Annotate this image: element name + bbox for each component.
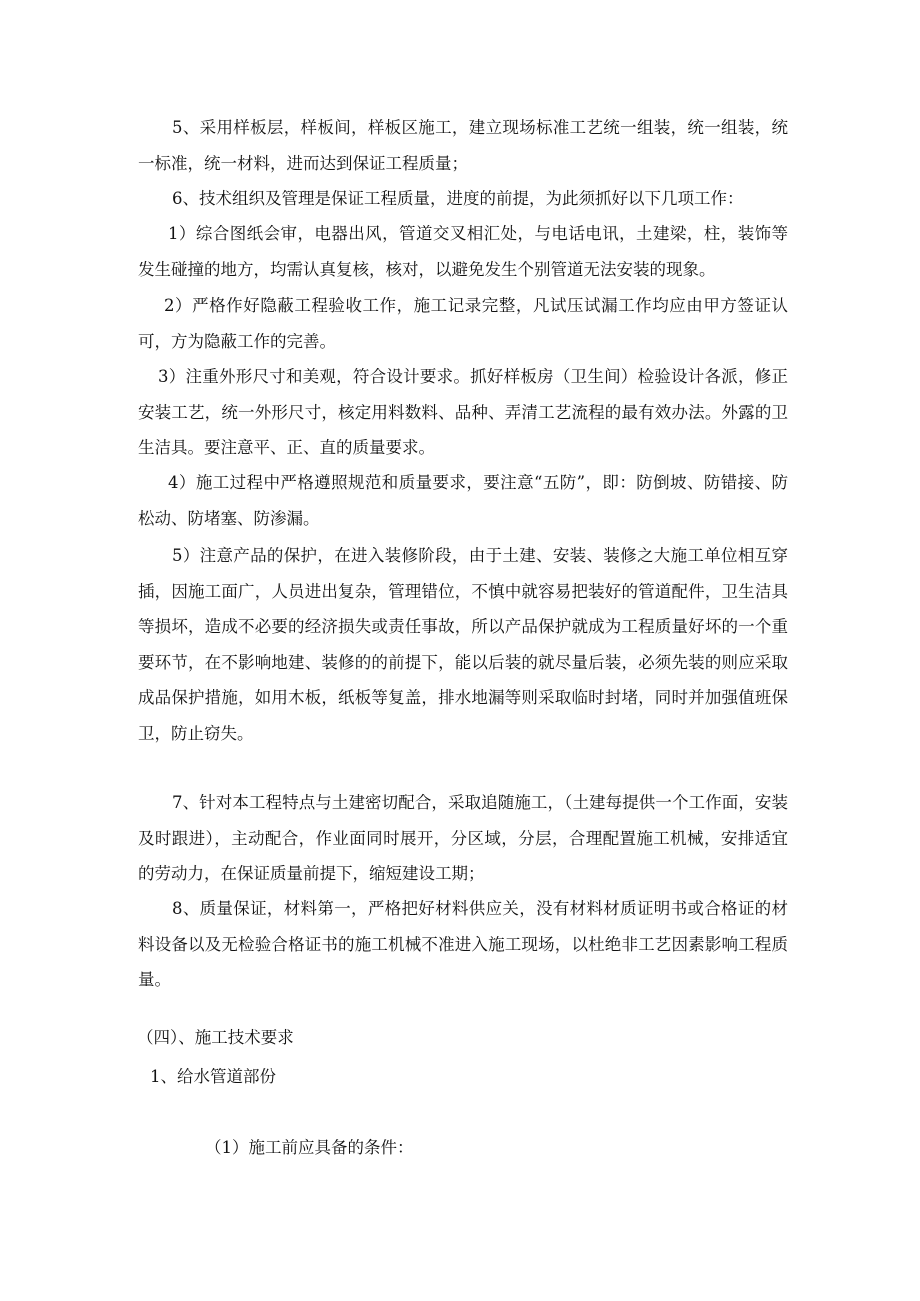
- paragraph-item-7: 7、针对本工程特点与土建密切配合，采取追随施工，（土建每提供一个工作面，安装及时跟进），主动配合，作业面同时展开，分区域，分层，合理配置施工机械，安排适宜的劳动力，在保证质量前提下，缩短建设工期；: [138, 793, 788, 883]
- section-heading: （四）、施工技术要求: [137, 1028, 294, 1047]
- paragraph-subitem-3: 3）注重外形尺寸和美观，符合设计要求。抓好样板房（卫生间）检验设计各派，修正安装工艺，统一外形尺寸，核定用料数料、品种、弄清工艺流程的最有效办法。外露的卫生洁具。要注意平、正、直的质量要求。: [138, 367, 788, 457]
- item-heading: （1）施工前应具备的条件：: [205, 1138, 414, 1157]
- paragraph-item-6: 6、技术组织及管理是保证工程质量，进度的前提，为此须抓好以下几项工作：: [172, 189, 744, 208]
- paragraph-subitem-2: 2）严格作好隐蔽工程验收工作，施工记录完整，凡试压试漏工作均应由甲方签证认可，方为隐蔽工作的完善。: [138, 296, 788, 351]
- paragraph-subitem-5: 5）注意产品的保护，在进入装修阶段，由于土建、安装、装修之大施工单位相互穿插，因施工面广，人员进出复杂，管理错位，不慎中就容易把装好的管道配件，卫生洁具等损坏，造成不必要的经济损失或责任事故，所以产品保护就成为工程质量好坏的一个重要环节，在不影响地建、装修的的前提下，能以后装的就尽量后装，必须先装的则应采取成品保护措施，如用木板，纸板等复盖，排水地漏等则采取临时封堵，同时并加强值班保卫，防止窃失。: [138, 546, 788, 743]
- subsection-heading: 1、给水管道部份: [150, 1067, 276, 1086]
- paragraph-subitem-1: 1）综合图纸会审，电器出风，管道交叉相汇处，与电话电讯，土建梁，柱，装饰等发生碰撞的地方，均需认真复核，核对，以避免发生个别管道无法安装的现象。: [138, 224, 788, 279]
- paragraph-subitem-4: 4）施工过程中严格遵照规范和质量要求，要注意“五防”，即：防倒坡、防错接、防松动、防堵塞、防渗漏。: [138, 473, 788, 528]
- paragraph-item-8: 8、质量保证，材料第一，严格把好材料供应关，没有材料材质证明书或合格证的材料设备以及无检验合格证书的施工机械不准进入施工现场，以杜绝非工艺因素影响工程质量。: [138, 899, 788, 989]
- paragraph-item-5: 5、采用样板层，样板间，样板区施工，建立现场标准工艺统一组装，统一组装，统一标准，统一材料，进而达到保证工程质量；: [138, 118, 788, 173]
